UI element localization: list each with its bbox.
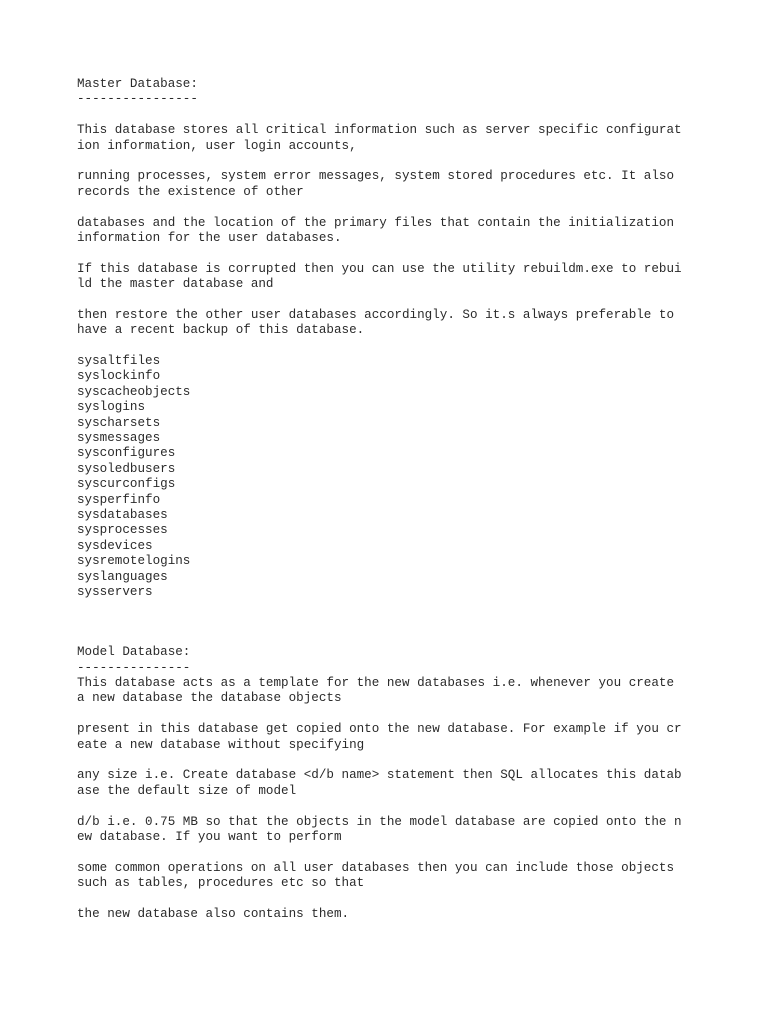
- master-heading: Master Database:: [77, 77, 198, 91]
- list-item: sysperfinfo: [77, 492, 161, 507]
- list-item: sysdevices: [77, 538, 153, 553]
- master-heading-underline: ----------------: [77, 92, 198, 107]
- model-database-section: [77, 645, 707, 922]
- list-item: sysmessages: [77, 430, 161, 445]
- master-paragraph-3: databases and the location of the primary files that contain the initialization information for the user databases.: [77, 215, 675, 245]
- list-item: sysremotelogins: [77, 554, 191, 569]
- list-item: sysoledbusers: [77, 461, 176, 476]
- model-paragraph-5: some common operations on all user databases then you can include those objects such as tables, procedures etc so that: [77, 860, 675, 891]
- model-paragraph-4: d/b i.e. 0.75 MB so that the objects in the model database are copied onto the n ew database. If you want to perform: [77, 814, 682, 844]
- master-paragraph-5: then restore the other user databases accordingly. So it.s always preferable to have a recent backup of this database.: [77, 307, 675, 338]
- model-paragraph-6: the new database also contains them.: [77, 906, 350, 921]
- model-paragraph-1: This database acts as a template for the new databases i.e. whenever you create a new database the database objects: [77, 676, 675, 706]
- list-item: sysconfigures: [77, 446, 176, 461]
- list-item: syslogins: [77, 400, 146, 415]
- list-item: syscacheobjects: [77, 384, 191, 399]
- list-item: sysaltfiles: [77, 354, 161, 369]
- system-tables-list: [77, 354, 707, 600]
- list-item: sysdatabases: [77, 507, 168, 522]
- master-paragraph-1: This database stores all critical information such as server specific configurat ion information, user login accounts,: [77, 123, 682, 153]
- list-item: sysservers: [77, 584, 153, 599]
- list-item: syscurconfigs: [77, 477, 176, 492]
- model-paragraph-2: present in this database get copied onto the new database. For example if you cr eate a new database without specifying: [77, 722, 682, 752]
- list-item: syslanguages: [77, 569, 168, 584]
- list-item: syslockinfo: [77, 369, 161, 384]
- master-paragraph-4: If this database is corrupted then you can use the utility rebuildm.exe to rebui ld the master database and: [77, 261, 682, 292]
- model-paragraph-3: any size i.e. Create database <d/b name> statement then SQL allocates this datab ase the default size of model: [77, 768, 682, 798]
- list-item: syscharsets: [77, 415, 161, 430]
- document-page: [77, 77, 707, 922]
- model-heading-underline: ---------------: [77, 660, 191, 675]
- master-paragraph-2: running processes, system error messages, system stored procedures etc. It also records the existence of other: [77, 169, 675, 199]
- model-heading: Model Database:: [77, 645, 191, 660]
- master-database-section: [77, 77, 707, 600]
- list-item: sysprocesses: [77, 523, 168, 538]
